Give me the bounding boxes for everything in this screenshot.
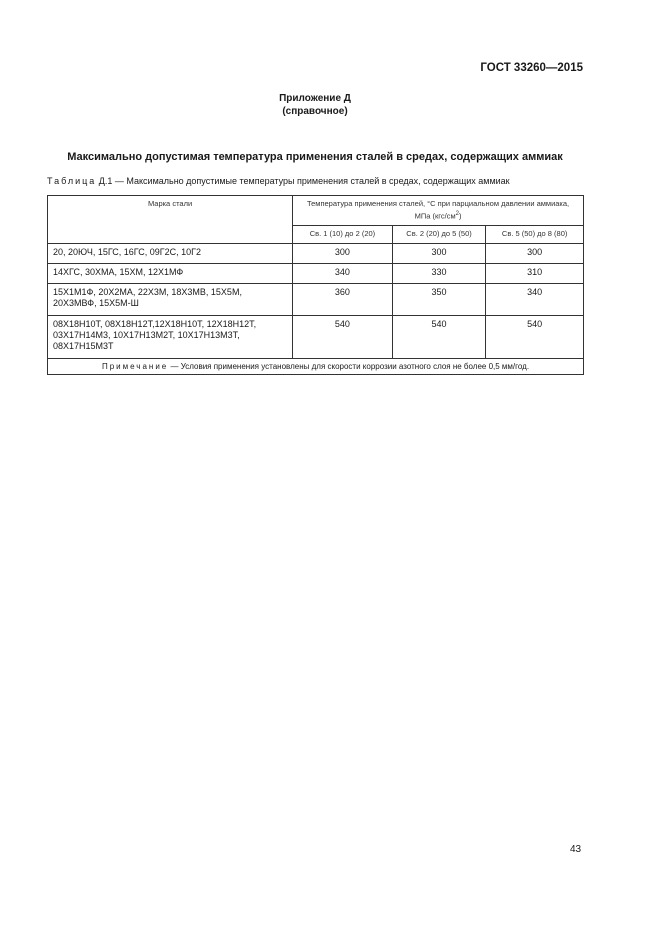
table-note-label: Примечание [101, 361, 169, 371]
header-temperature-text: Температура применения сталей, °С при парциальном давлении аммиака, МПа (кгс/см [306, 199, 570, 221]
document-code: ГОСТ 33260—2015 [480, 62, 583, 74]
cell-grade: 20, 20ЮЧ, 15ГС, 16ГС, 09Г2С, 10Г2 [48, 243, 293, 263]
header-steel-grade: Марка стали [48, 196, 293, 244]
cell-value: 340 [293, 263, 393, 283]
section-title: Максимально допустимая температура применения сталей в средах, содержащих аммиак [67, 151, 563, 163]
table-caption [47, 176, 510, 186]
cell-grade: 14ХГС, 30ХМА, 15ХМ, 12Х1МФ [48, 263, 293, 283]
table-row [48, 243, 584, 263]
header-range-3: Св. 5 (50) до 8 (80) [486, 225, 584, 243]
cell-grade: 15Х1М1Ф, 20Х2МА, 22Х3М, 18Х3МВ, 15Х5М, 20Х3МВФ, 15Х5М-Ш [48, 283, 293, 315]
annex-subtitle: (справочное) [282, 106, 348, 117]
table-note-text: — Условия применения установлены для скорости коррозии азотного слоя не более 0,5 мм/год. [168, 361, 530, 371]
cell-value: 540 [293, 315, 393, 358]
cell-value: 540 [486, 315, 584, 358]
cell-value: 300 [392, 243, 486, 263]
table-caption-label: Таблица [47, 176, 97, 186]
header-temperature [293, 196, 584, 226]
table-row [48, 315, 584, 358]
cell-value: 350 [392, 283, 486, 315]
header-range-2: Св. 2 (20) до 5 (50) [392, 225, 486, 243]
annex-title: Приложение Д [279, 93, 351, 104]
cell-value: 330 [392, 263, 486, 283]
table-row [48, 263, 584, 283]
cell-value: 540 [392, 315, 486, 358]
cell-value: 310 [486, 263, 584, 283]
table-row [48, 283, 584, 315]
cell-grade: 08Х18Н10Т, 08Х18Н12Т,12Х18Н10Т, 12Х18Н12Т, 03Х17Н14М3, 10Х17Н13М2Т, 10Х17Н13М3Т, 08Х17Н15М3Т [48, 315, 293, 358]
table-note-row [48, 358, 584, 374]
header-range-1: Св. 1 (10) до 2 (20) [293, 225, 393, 243]
cell-value: 300 [293, 243, 393, 263]
cell-value: 300 [486, 243, 584, 263]
table-note [48, 358, 584, 374]
header-temperature-sup: 2 [455, 211, 459, 217]
annex-heading [0, 92, 630, 118]
header-temperature-end: ) [458, 211, 462, 221]
cell-value: 360 [293, 283, 393, 315]
table-caption-text: Д.1 — Максимально допустимые температуры применения сталей в средах, содержащих аммиак [96, 176, 510, 186]
steel-temperature-table [47, 195, 584, 375]
cell-value: 340 [486, 283, 584, 315]
page-number: 43 [570, 844, 582, 855]
